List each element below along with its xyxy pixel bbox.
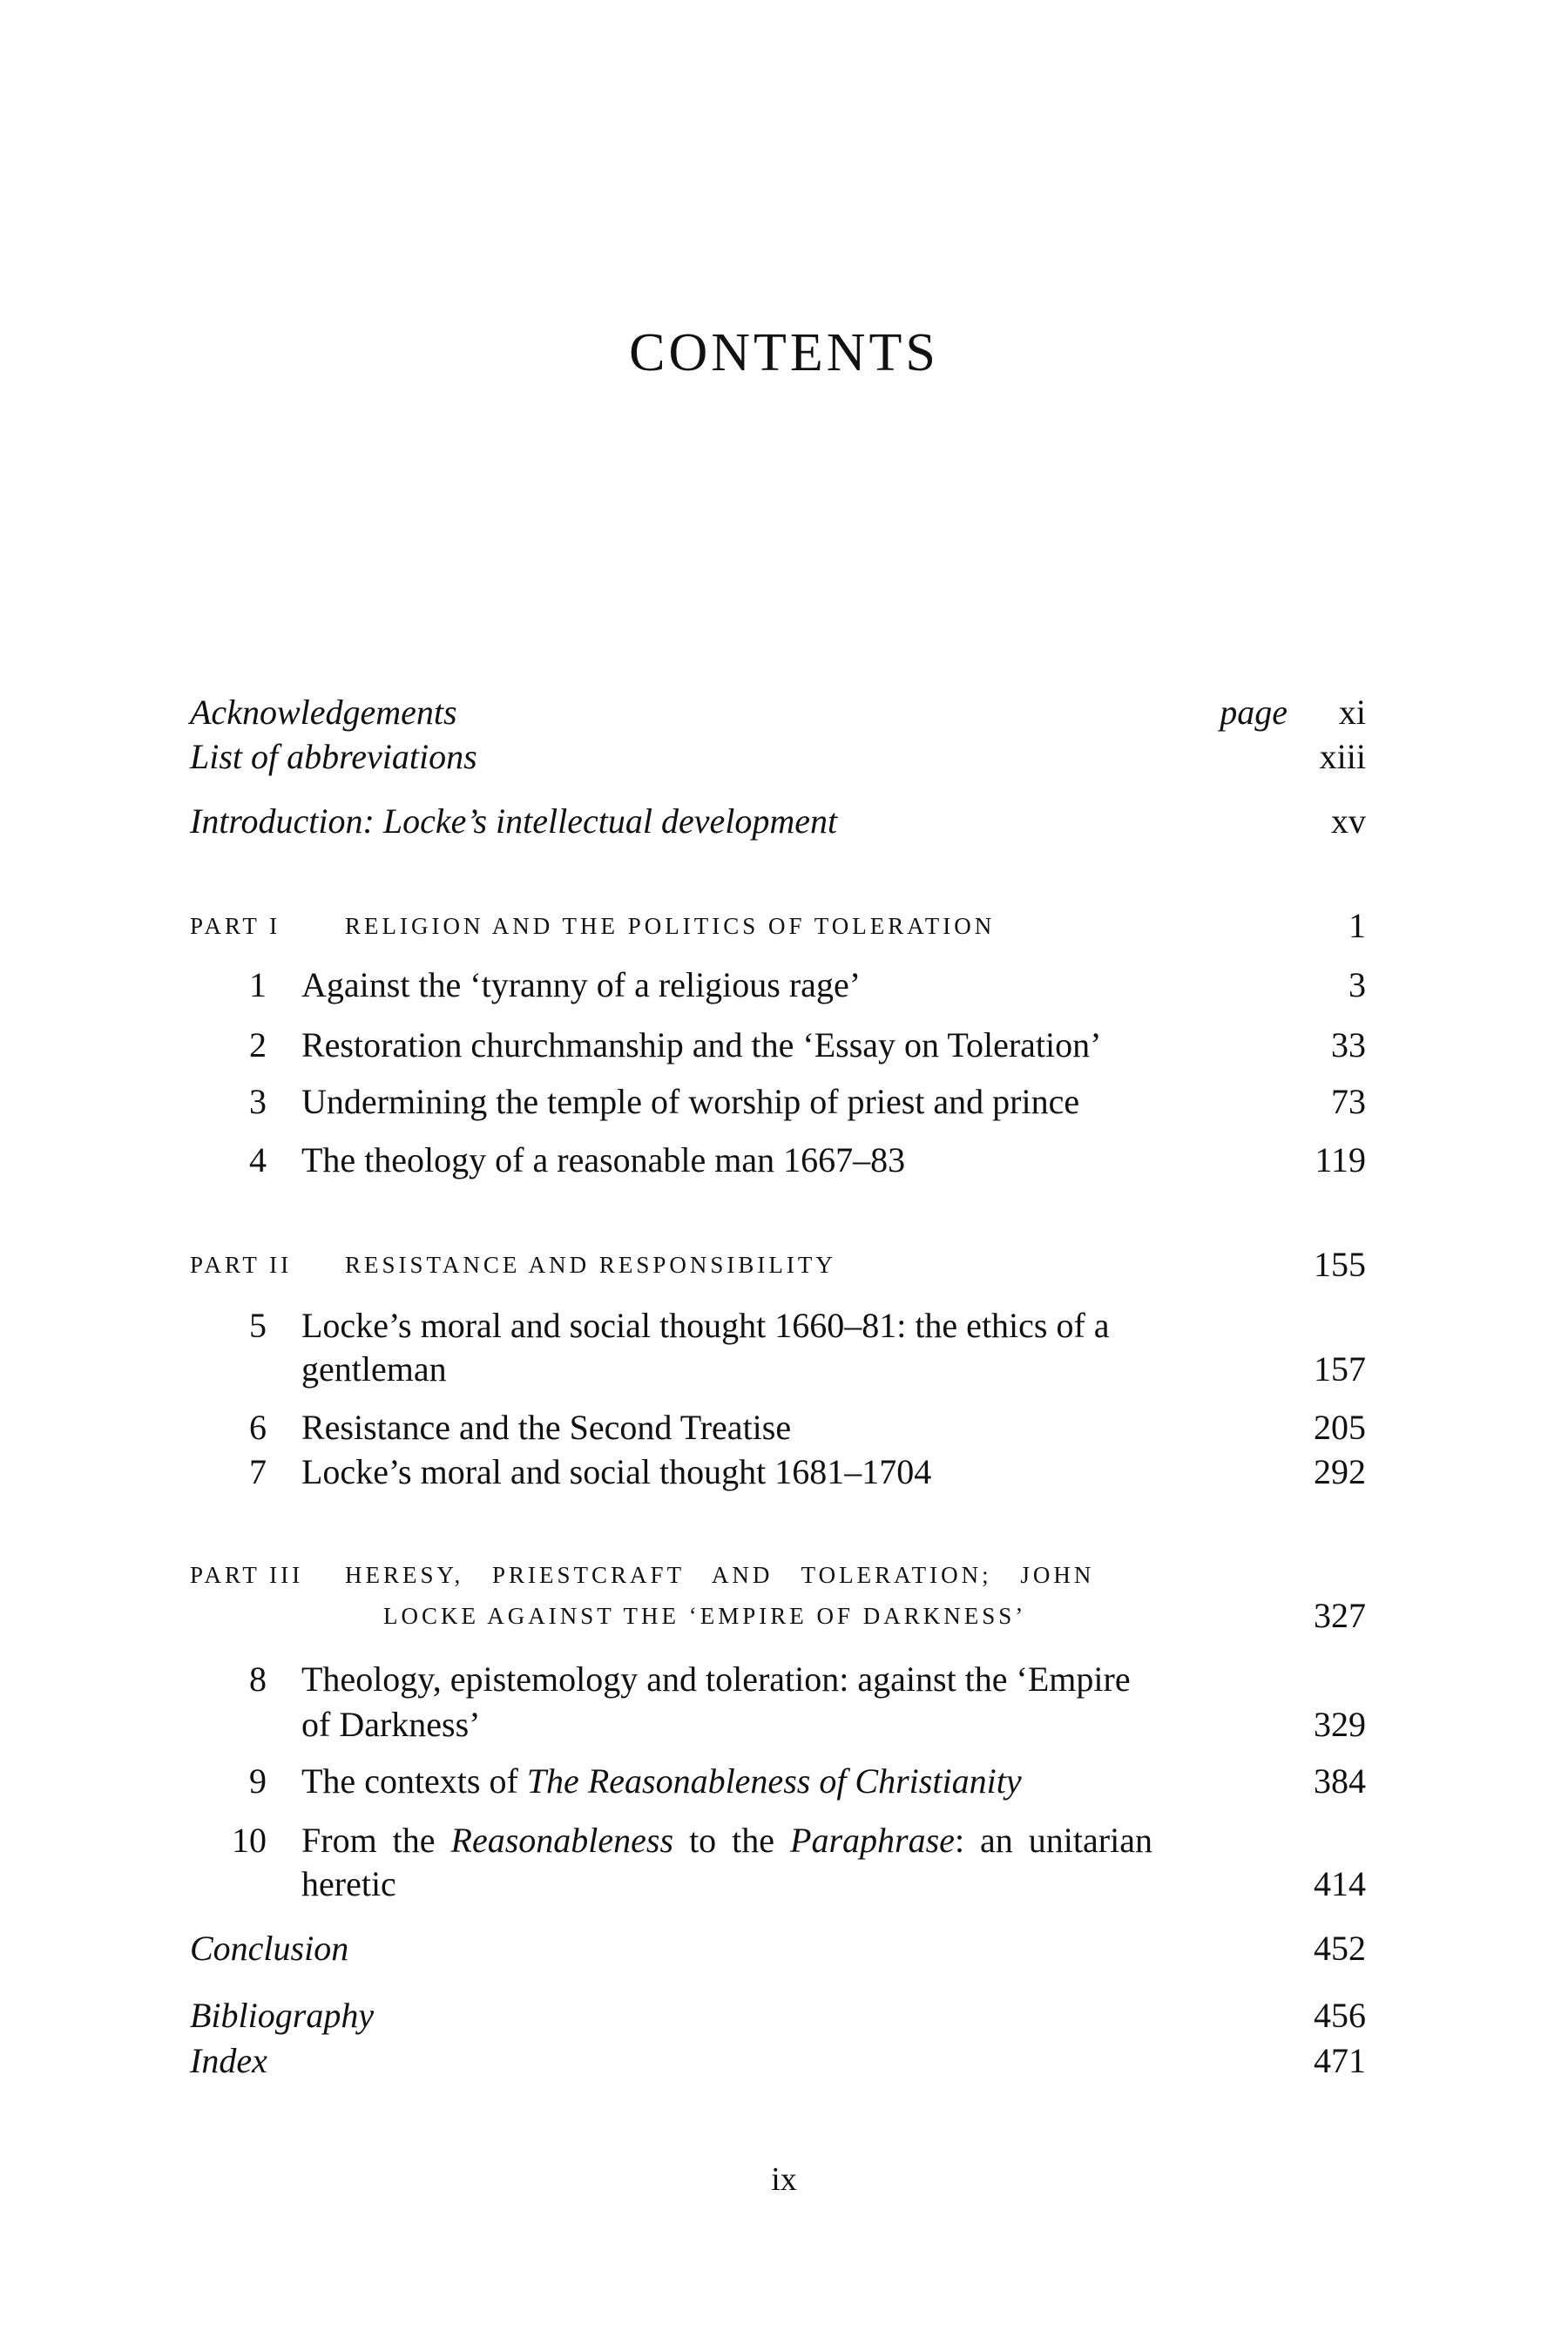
part-label: PART I	[190, 913, 281, 939]
entry-title: List of abbreviations	[190, 737, 477, 776]
chapter-entry	[190, 1450, 1366, 1494]
part-heading-2	[190, 1243, 1366, 1287]
chapter-entry	[190, 1658, 1366, 1701]
part-heading-1	[190, 904, 1366, 948]
part-heading-3	[190, 1553, 1366, 1597]
toc-entry-index	[190, 2039, 1366, 2083]
title-part: : an unitarian	[954, 1821, 1152, 1860]
chapter-entry-cont	[190, 1348, 1366, 1391]
title-part: From the	[301, 1821, 451, 1860]
entry-title: Theology, epistemology and toleration: against the ‘Empire	[301, 1659, 1131, 1699]
book-title: The Reasonableness of Christianity	[526, 1761, 1022, 1801]
entry-title-cont: heretic	[301, 1864, 396, 1903]
page-label: page	[1220, 693, 1288, 732]
chapter-entry	[190, 1760, 1366, 1803]
entry-page: xv	[1331, 801, 1366, 841]
entry-title	[301, 1760, 1022, 1803]
chapter-number: 3	[249, 1082, 267, 1121]
entry-page: xiii	[1319, 737, 1366, 776]
title-part: to the	[673, 1821, 791, 1860]
entry-page: 327	[1314, 1596, 1366, 1635]
entry-title: Restoration churchmanship and the ‘Essay on Toleration’	[301, 1025, 1102, 1064]
chapter-entry	[190, 1024, 1366, 1067]
entry-title-cont: gentleman	[301, 1349, 447, 1389]
entry-title: The theology of a reasonable man 1667–83	[301, 1140, 906, 1179]
entry-page: 205	[1314, 1408, 1366, 1447]
part-title: RESISTANCE AND RESPONSIBILITY	[345, 1252, 836, 1278]
entry-title: Index	[190, 2041, 267, 2080]
part-title-cont: LOCKE AGAINST THE ‘EMPIRE OF DARKNESS’	[383, 1603, 1027, 1629]
entry-page: 1	[1348, 906, 1366, 945]
entry-title-cont: of Darkness’	[301, 1705, 481, 1744]
entry-page: 155	[1314, 1245, 1366, 1284]
entry-page: 452	[1314, 1929, 1366, 1968]
entry-page: 33	[1331, 1025, 1366, 1064]
chapter-number: 10	[232, 1821, 267, 1860]
chapter-number: 4	[249, 1140, 267, 1179]
toc-entry-acknowledgements	[190, 691, 1366, 734]
chapter-number: 9	[249, 1761, 267, 1801]
toc-entry-conclusion	[190, 1927, 1366, 1970]
entry-title: Bibliography	[190, 1996, 375, 2035]
entry-page: 456	[1314, 1996, 1366, 2035]
entry-page: 119	[1315, 1140, 1366, 1179]
chapter-number: 7	[249, 1452, 267, 1491]
book-title: Reasonableness	[450, 1821, 674, 1860]
entry-page: 384	[1314, 1761, 1366, 1801]
chapter-entry	[190, 963, 1366, 1007]
entry-title: Acknowledgements	[190, 693, 457, 732]
part-label: PART III	[190, 1562, 304, 1588]
entry-page: xi	[1338, 693, 1366, 732]
entry-page: 471	[1314, 2041, 1366, 2080]
page-number: ix	[771, 2161, 797, 2198]
entry-title	[301, 1819, 1152, 1862]
chapter-number: 2	[249, 1025, 267, 1064]
entry-title: Locke’s moral and social thought 1681–1704	[301, 1452, 932, 1491]
chapter-number: 5	[249, 1306, 267, 1345]
part-title: RELIGION AND THE POLITICS OF TOLERATION	[345, 913, 996, 939]
entry-page: 3	[1348, 965, 1366, 1004]
chapter-entry-cont	[190, 1703, 1366, 1747]
part-heading-3-cont	[190, 1594, 1366, 1638]
chapter-entry	[190, 1406, 1366, 1450]
toc-entry-abbreviations	[190, 735, 1366, 779]
chapter-entry	[190, 1080, 1366, 1124]
toc-entry-bibliography	[190, 1994, 1366, 2038]
chapter-entry	[190, 1819, 1366, 1862]
chapter-number: 8	[249, 1659, 267, 1699]
chapter-number: 6	[249, 1408, 267, 1447]
entry-page: 157	[1314, 1349, 1366, 1389]
book-title: Paraphrase	[790, 1821, 955, 1860]
chapter-entry-cont	[190, 1862, 1366, 1906]
entry-title: Undermining the temple of worship of priest and prince	[301, 1082, 1080, 1121]
toc-entry-introduction	[190, 800, 1366, 843]
part-label: PART II	[190, 1252, 293, 1278]
part-title: HERESY, PRIESTCRAFT AND TOLERATION; JOHN	[345, 1562, 1095, 1588]
chapter-entry	[190, 1139, 1366, 1182]
entry-title: Against the ‘tyranny of a religious rage’	[301, 965, 862, 1004]
chapter-number: 1	[249, 965, 267, 1004]
title-part: The contexts of	[301, 1761, 527, 1801]
entry-title: Locke’s moral and social thought 1660–81: the ethics of a	[301, 1306, 1110, 1345]
entry-title: Resistance and the Second Treatise	[301, 1408, 792, 1447]
entry-page: 414	[1314, 1864, 1366, 1903]
chapter-entry	[190, 1304, 1366, 1348]
page-title: CONTENTS	[629, 323, 939, 382]
entry-title: Conclusion	[190, 1929, 349, 1968]
entry-page: 292	[1314, 1452, 1366, 1491]
entry-title: Introduction: Locke’s intellectual development	[190, 801, 838, 841]
entry-page: 73	[1331, 1082, 1366, 1121]
entry-page: 329	[1314, 1705, 1366, 1744]
